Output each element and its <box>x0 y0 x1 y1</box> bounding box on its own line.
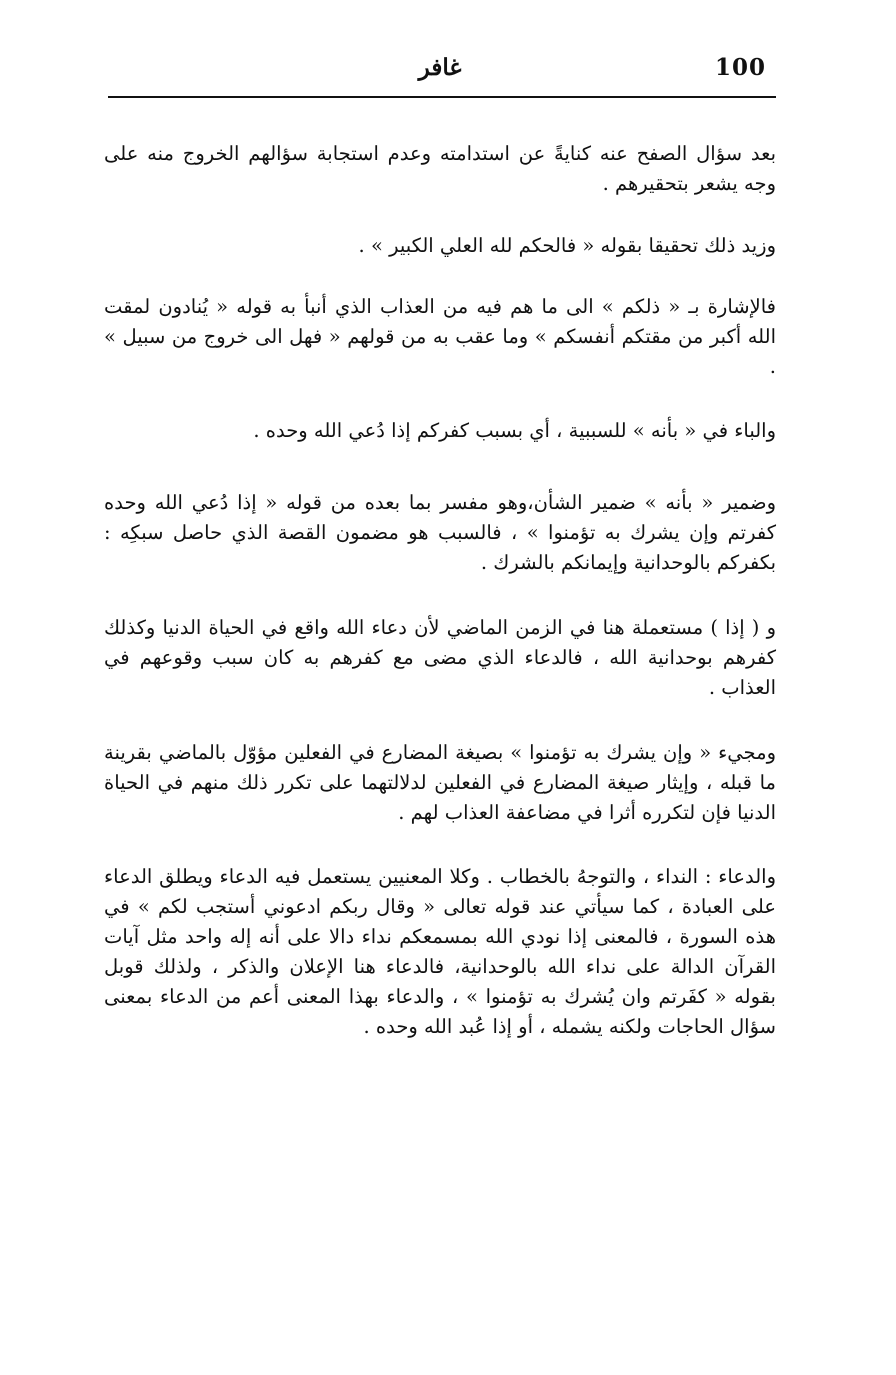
paragraph-2: وزيد ذلك تحقيقا بقوله « فالحكم لله العلي الكبير » . <box>358 234 776 258</box>
page-number: 100 <box>714 54 766 81</box>
paragraph-7: ومجيء « وإن يشرك به تؤمنوا » بصيغة المضارع في الفعلين مؤوّل بالماضي بقرينة ما قبله ، وإيثار صيغة المضارع في الفعلين لدلالتهما على تكرر ذلك منهم في الحياة الدنيا فإن لتكرره أثرا في مضاعفة العذاب لهم . <box>104 741 776 825</box>
paragraph-5: وضمير « بأنه » ضمير الشأن،وهو مفسر بما بعده من قوله « إذا دُعي الله وحده كفرتم وإن يشرك به تؤمنوا » ، فالسبب هو مضمون القصة الذي حاصل سبكِه : بكفركم بالوحدانية وإيمانكم بالشرك . <box>104 491 776 575</box>
paragraph-4: والباء في « بأنه » للسببية ، أي بسبب كفركم إذا دُعي الله وحده . <box>253 419 776 443</box>
chapter-title: غافر <box>418 54 462 81</box>
paragraph-6: و ( إذا ) مستعملة هنا في الزمن الماضي لأن دعاء الله واقع في الحياة الدنيا وكذلك كفرهم بوحدانية الله ، فالدعاء الذي مضى مع كفرهم به كان سبب وقوعهم في العذاب . <box>104 616 776 700</box>
paragraph-1: بعد سؤال الصفح عنه كنايةً عن استدامته وعدم استجابة سؤالهم الخروج منه على وجه يشعر بتحقيرهم . <box>104 142 776 196</box>
paragraph-3: فالإشارة بـ « ذلكم » الى ما هم فيه من العذاب الذي أنبأ به قوله « يُنادون لمقت الله أكبر من مقتكم أنفسكم » وما عقب به من قولهم « فهل الى خروج من سبيل » . <box>104 295 776 379</box>
running-header <box>104 54 776 90</box>
paragraph-8: والدعاء : النداء ، والتوجهُ بالخطاب . وكلا المعنيين يستعمل فيه الدعاء ويطلق الدعاء على العبادة ، كما سيأتي عند قوله تعالى « وقال ربكم ادعوني أستجب لكم » في هذه السورة ، فالمعنى إذا نودي الله بمسمعكم نداء دالا على أنه إله واحد مثل آيات القرآن الدالة على نداء الله بالوحدانية، فالدعاء هنا الإعلان والذكر ، ولذلك قوبل بقوله « كفَرتم وان يُشرك به تؤمنوا » ، والدعاء بهذا المعنى أعم من الدعاء بمعنى سؤال الحاجات ولكنه يشمله ، أو إذا عُبد الله وحده . <box>104 865 776 1039</box>
header-divider <box>108 96 776 98</box>
body-text <box>104 139 776 1042</box>
